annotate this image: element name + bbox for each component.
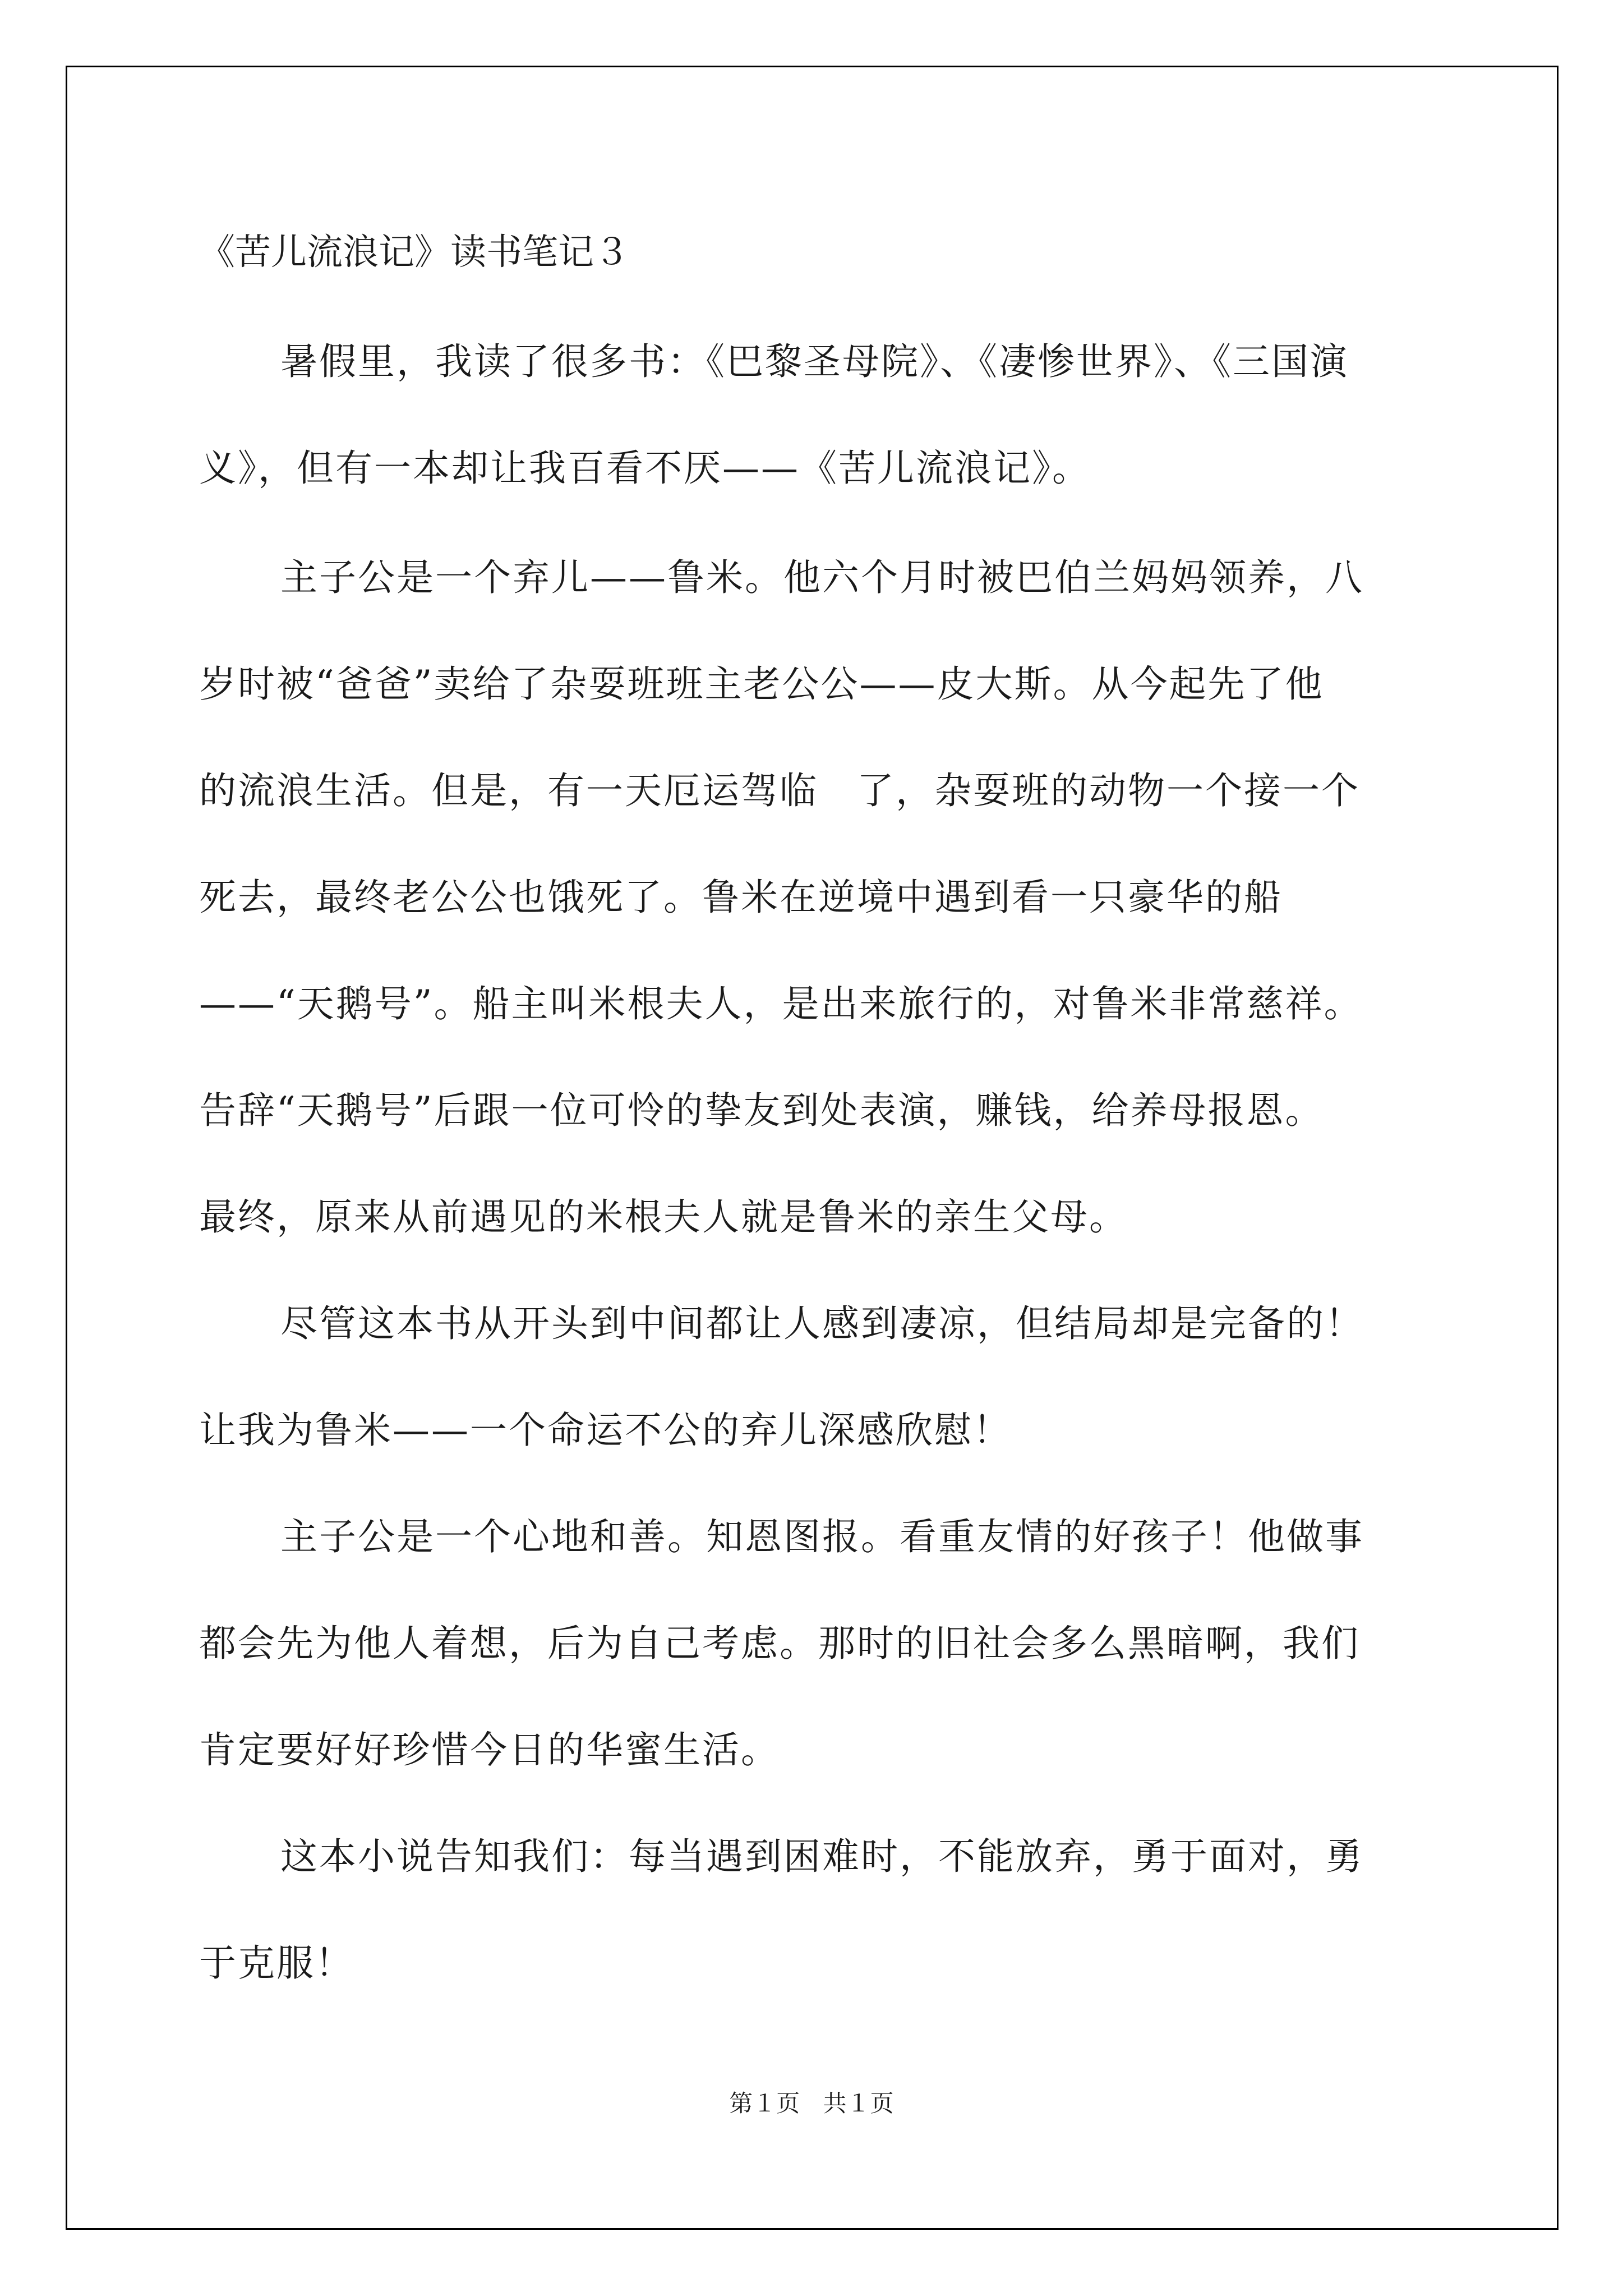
- paragraph-2-line-4: 死去，最终老公公也饿死了。鲁米在逆境中遇到看一只豪华的船: [199, 876, 1283, 919]
- paragraph-2-line-3: 的流浪生活。但是，有一天厄运驾临 了，杂耍班的动物一个接一个: [199, 769, 1360, 812]
- paragraph-4-line-3: 肯定要好好珍惜今日的华蜜生活。: [199, 1728, 780, 1772]
- paragraph-5-line-2: 于克服！: [199, 1941, 354, 1985]
- paragraph-1-line-1: 暑假里，我读了很多书：《巴黎圣母院》、《凄惨世界》、《三国演: [280, 340, 1349, 383]
- paragraph-2-line-6: 告辞“天鹅号”后跟一位可怜的挚友到处表演，赚钱，给养母报恩。: [199, 1089, 1324, 1132]
- page-number-total: 共１页: [823, 2090, 894, 2117]
- paragraph-5-line-1: 这本小说告知我们：每当遇到困难时，不能放弃，勇于面对，勇: [280, 1835, 1364, 1878]
- page-border: [66, 66, 1559, 2230]
- paragraph-2-line-2: 岁时被“爸爸”卖给了杂耍班班主老公公——皮大斯。从今起先了他: [199, 662, 1324, 706]
- paragraph-3-line-1: 尽管这本书从开头到中间都让人感到凄凉，但结局却是完备的！: [280, 1302, 1364, 1345]
- paragraph-3-line-2: 让我为鲁米——一个命运不公的弃儿深感欣慰！: [199, 1409, 1012, 1452]
- paragraph-4-line-1: 主子公是一个心地和善。知恩图报。看重友情的好孩子！他做事: [280, 1515, 1364, 1558]
- page-number-current: 第１页: [729, 2090, 800, 2117]
- paragraph-4-line-2: 都会先为他人着想，后为自己考虑。那时的旧社会多么黑暗啊，我们: [199, 1622, 1360, 1665]
- paragraph-2-line-5: ——“天鹅号”。船主叫米根夫人，是出来旅行的，对鲁米非常慈祥。: [199, 982, 1363, 1025]
- paragraph-2-line-1: 主子公是一个弃儿——鲁米。他六个月时被巴伯兰妈妈领养，八: [280, 556, 1364, 599]
- paragraph-1-line-2: 义》，但有一本却让我百看不厌——《苦儿流浪记》。: [199, 447, 1091, 490]
- document-title: 《苦儿流浪记》读书笔记３: [199, 232, 630, 273]
- paragraph-2-line-7: 最终，原来从前遇见的米根夫人就是鲁米的亲生父母。: [199, 1195, 1128, 1239]
- page-footer: [0, 2087, 1623, 2120]
